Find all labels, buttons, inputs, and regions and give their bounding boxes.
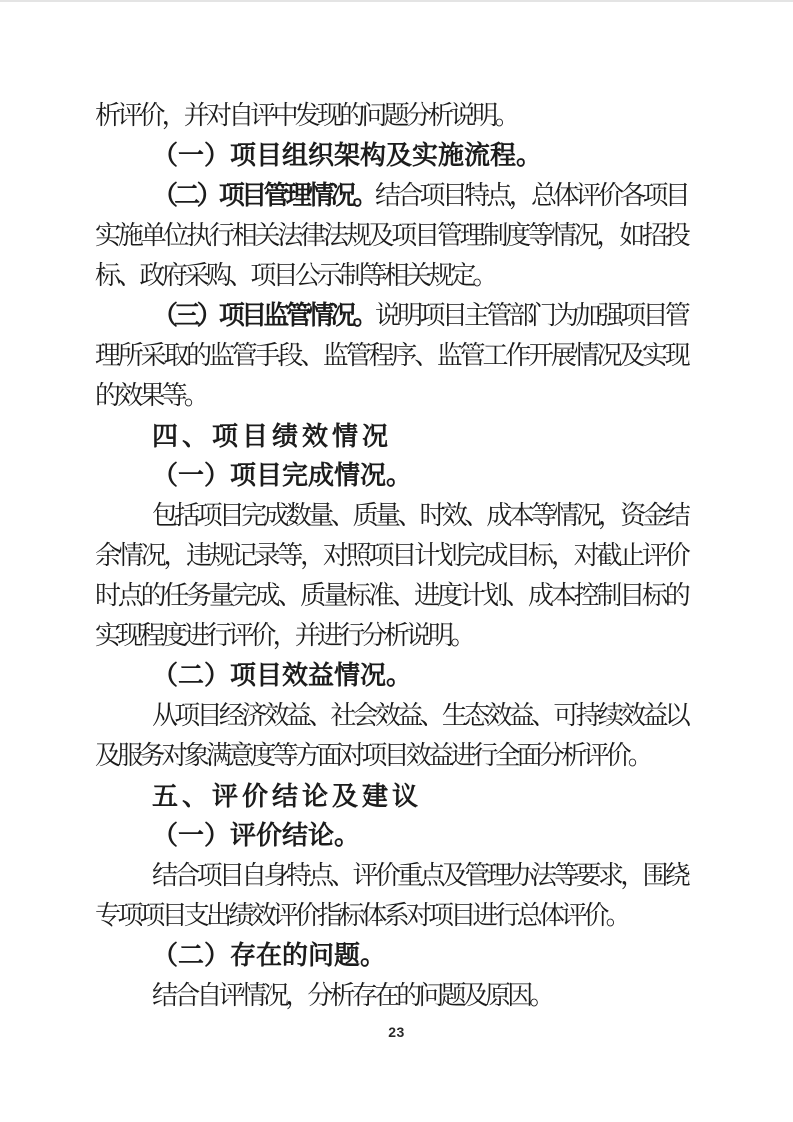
paragraph-text: 结合自评情况，分析存在的问题及原因。 — [152, 981, 552, 1010]
heading-lead: （一）评价结论。 — [152, 821, 361, 850]
subsection-heading — [95, 656, 687, 696]
section-heading-text: 五、评价结论及建议 — [152, 781, 423, 811]
section-heading — [95, 416, 687, 456]
section-heading-text: 四、项目绩效情况 — [152, 421, 393, 451]
paragraph — [95, 496, 687, 656]
paragraph — [95, 976, 687, 1016]
subsection-heading — [95, 816, 687, 856]
paragraph — [95, 296, 687, 416]
paragraph — [95, 176, 687, 296]
paragraph-text: 包括项目完成数量、质量、时效、成本等情况，资金结余情况，违规记录等，对照项目计划完成目标，对截止评价时点的任务量完成、质量标准、进度计划、成本控制目标的实现程度进行评价，并进行分析说明。 — [95, 501, 687, 650]
paragraph-text: 结合项目特点，总体评价各项目实施单位执行相关法律法规及项目管理制度等情况，如招投标、政府采购、项目公示制等相关规定。 — [95, 181, 687, 290]
section-heading — [95, 776, 687, 816]
heading-lead: （一）项目完成情况。 — [152, 461, 413, 490]
heading-lead: （三）项目监管情况。 — [152, 301, 375, 330]
scan-edge-artifact — [0, 0, 793, 2]
document-text-block — [95, 96, 687, 1016]
heading-lead: （一）项目组织架构及实施流程。 — [152, 141, 543, 170]
subsection-heading — [95, 456, 687, 496]
paragraph — [95, 856, 687, 936]
heading-lead: （二）项目管理情况。 — [152, 181, 375, 210]
page-number: 23 — [388, 1024, 405, 1040]
subsection-heading — [95, 936, 687, 976]
heading-lead: （二）项目效益情况。 — [152, 661, 413, 690]
paragraph — [95, 696, 687, 776]
subsection-heading — [95, 136, 687, 176]
paragraph-text: 从项目经济效益、社会效益、生态效益、可持续效益以及服务对象满意度等方面对项目效益进行全面分析评价。 — [95, 701, 687, 770]
paragraph-text: 说明项目主管部门为加强项目管理所采取的监管手段、监管程序、监管工作开展情况及实现的效果等。 — [95, 301, 687, 410]
paragraph-text: 析评价，并对自评中发现的问题分析说明。 — [95, 101, 517, 130]
heading-lead: （二）存在的问题。 — [152, 941, 387, 970]
paragraph — [95, 96, 687, 136]
paragraph-text: 结合项目自身特点、评价重点及管理办法等要求，围绕专项项目支出绩效评价指标体系对项目进行总体评价。 — [95, 861, 687, 930]
